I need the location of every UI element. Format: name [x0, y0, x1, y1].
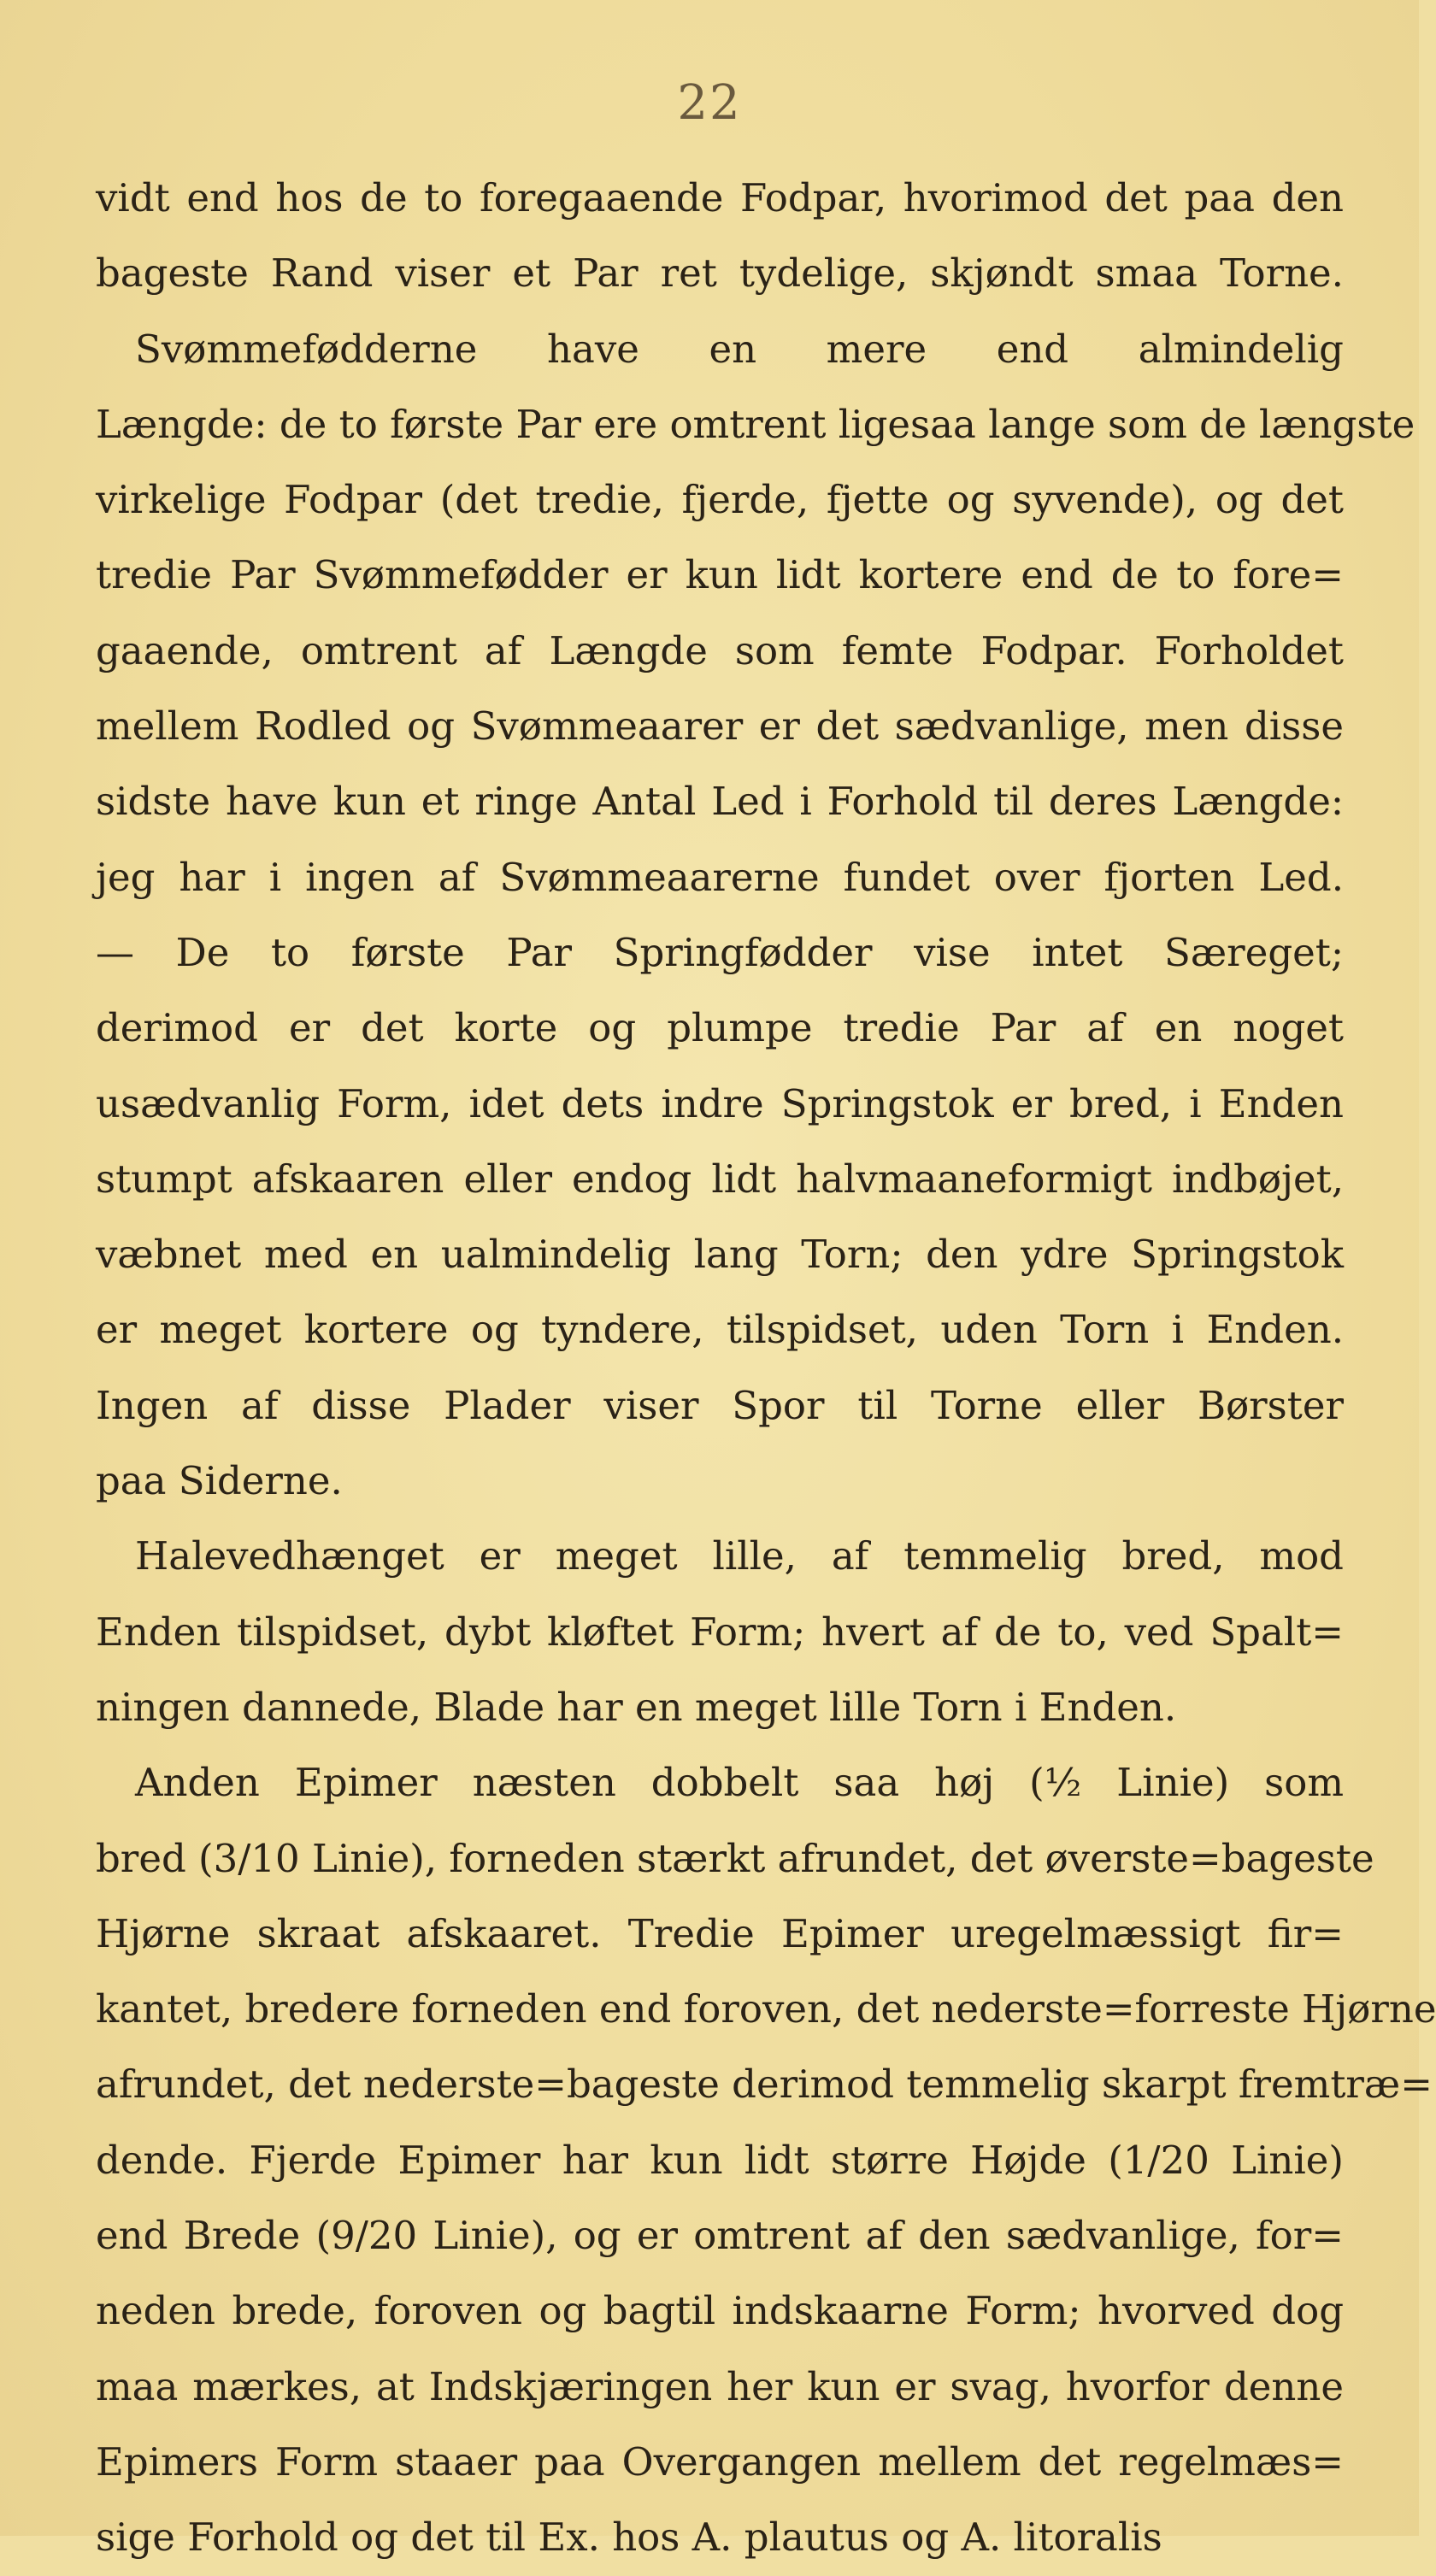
- text-line: jeg har i ingen af Svømmeaarerne fundet over fjorten Led.: [96, 854, 1344, 900]
- text-line: Enden tilspidset, dybt kløftet Form; hvert af de to, ved Spalt=: [96, 1609, 1344, 1655]
- text-line: usædvanlig Form, idet dets indre Springstok er bred, i Enden: [96, 1080, 1344, 1126]
- text-line: gaaende, omtrent af Længde som femte Fodpar. Forholdet: [96, 627, 1344, 673]
- text-line: stumpt afskaaren eller endog lidt halvmaaneformigt indbøjet,: [96, 1156, 1344, 1202]
- text-line: afrundet, det nederste=bageste derimod temmelig skarpt fremtræ=: [96, 2061, 1433, 2108]
- text-line: derimod er det korte og plumpe tredie Par af en noget: [96, 1005, 1344, 1051]
- text-line: sige Forhold og det til Ex. hos A. plautus og A. litoralis: [96, 2514, 1162, 2561]
- text-line: Hjørne skraat afskaaret. Tredie Epimer uregelmæssigt fir=: [96, 1910, 1344, 1956]
- text-line: end Brede (9/20 Linie), og er omtrent af den sædvanlige, for=: [96, 2213, 1344, 2259]
- text-line: bageste Rand viser et Par ret tydelige, skjøndt smaa Torne.: [96, 250, 1344, 297]
- text-line: paa Siderne.: [96, 1458, 343, 1504]
- text-line: Længde: de to første Par ere omtrent ligesaa lange som de længste: [96, 401, 1415, 447]
- page-number: 22: [677, 75, 742, 131]
- text-line: dende. Fjerde Epimer har kun lidt større Højde (1/20 Linie): [96, 2137, 1344, 2183]
- text-line: maa mærkes, at Indskjæringen her kun er svag, hvorfor denne: [96, 2363, 1344, 2409]
- text-line: er meget kortere og tyndere, tilspidset, uden Torn i Enden.: [96, 1307, 1344, 1353]
- text-line: tredie Par Svømmefødder er kun lidt kortere end de to fore=: [96, 552, 1344, 598]
- body-text: [96, 161, 1436, 2576]
- text-line: mellem Rodled og Svømmeaarer er det sædvanlige, men disse: [96, 703, 1344, 750]
- text-line: Anden Epimer næsten dobbelt saa høj (½ Linie) som: [135, 1760, 1344, 1806]
- text-line: Svømmefødderne have en mere end almindelig: [135, 326, 1344, 372]
- text-line: kantet, bredere forneden end foroven, det nederste=forreste Hjørne: [96, 1986, 1436, 2032]
- text-line: sidste have kun et ringe Antal Led i Forhold til deres Længde:: [96, 779, 1344, 825]
- text-line: neden brede, foroven og bagtil indskaarne Form; hvorved dog: [96, 2288, 1344, 2334]
- text-line: vidt end hos de to foregaaende Fodpar, hvorimod det paa den: [96, 175, 1344, 221]
- text-line: Halevedhænget er meget lille, af temmelig bred, mod: [135, 1533, 1344, 1579]
- text-line: ningen dannede, Blade har en meget lille Torn i Enden.: [96, 1684, 1177, 1730]
- text-line: Ingen af disse Plader viser Spor til Torne eller Børster: [96, 1382, 1344, 1428]
- text-line: væbnet med en ualmindelig lang Torn; den ydre Springstok: [96, 1232, 1344, 1278]
- text-line: bred (3/10 Linie), forneden stærkt afrundet, det øverste=bageste: [96, 1835, 1374, 1881]
- text-line: Epimers Form staaer paa Overgangen mellem det regelmæs=: [96, 2438, 1344, 2485]
- text-line: virkelige Fodpar (det tredie, fjerde, fjette og syvende), og det: [96, 477, 1344, 523]
- text-line: — De to første Par Springfødder vise intet Særeget;: [96, 929, 1344, 975]
